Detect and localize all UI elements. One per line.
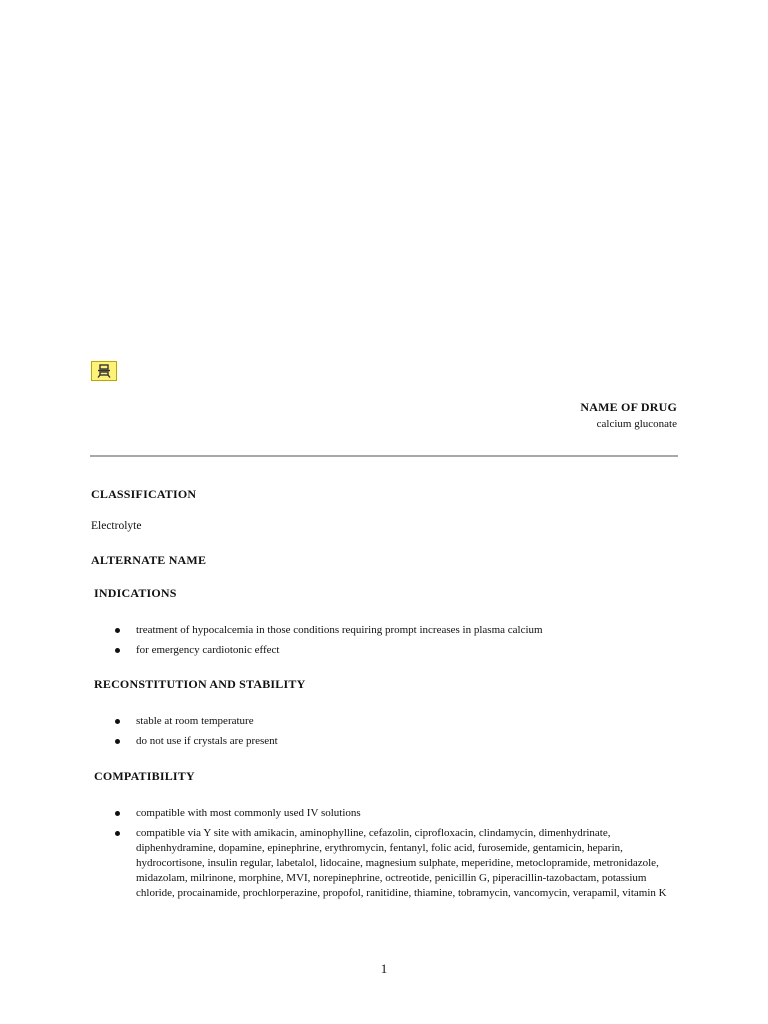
pharmacy-logo-icon <box>91 361 117 381</box>
reconstitution-heading: RECONSTITUTION AND STABILITY <box>94 677 306 691</box>
list-item: for emergency cardiotonic effect <box>91 643 681 658</box>
drug-name-value: calcium gluconate <box>596 418 677 430</box>
compatibility-list <box>91 806 681 901</box>
list-item: do not use if crystals are present <box>91 734 681 749</box>
drug-name-block <box>580 400 677 430</box>
classification-value: Electrolyte <box>91 520 142 532</box>
page-number: 1 <box>380 961 388 976</box>
alternate-name-heading: ALTERNATE NAME <box>91 553 207 567</box>
indications-heading: INDICATIONS <box>94 586 177 600</box>
drug-name-label: NAME OF DRUG <box>580 400 677 414</box>
classification-heading: CLASSIFICATION <box>91 487 197 501</box>
header-divider <box>90 455 678 457</box>
list-item: treatment of hypocalcemia in those conditions requiring prompt increases in plasma calcium <box>91 623 681 638</box>
reconstitution-list <box>91 714 681 749</box>
list-item: compatible with most commonly used IV solutions <box>91 806 681 821</box>
list-item: stable at room temperature <box>91 714 681 729</box>
compatibility-heading: COMPATIBILITY <box>94 769 195 783</box>
list-item: compatible via Y site with amikacin, aminophylline, cefazolin, ciprofloxacin, clindamycin, dimenhydrinate, diphenhydramine, dopamine, epinephrine, erythromycin, fentanyl, folic acid, furosemide, gentamicin, heparin, hydrocortisone, insulin regular, labetalol, lidocaine, magnesium sulphate, meperidine, metoclopramide, metronidazole, midazolam, milrinone, morphine, MVI, norepinephrine, octreotide, penicillin G, piperacillin-tazobactam, potassium chloride, procainamide, prochlorperazine, propofol, ranitidine, thiamine, tobramycin, vancomycin, verapamil, vitamin K <box>91 826 681 901</box>
indications-list <box>91 623 681 658</box>
